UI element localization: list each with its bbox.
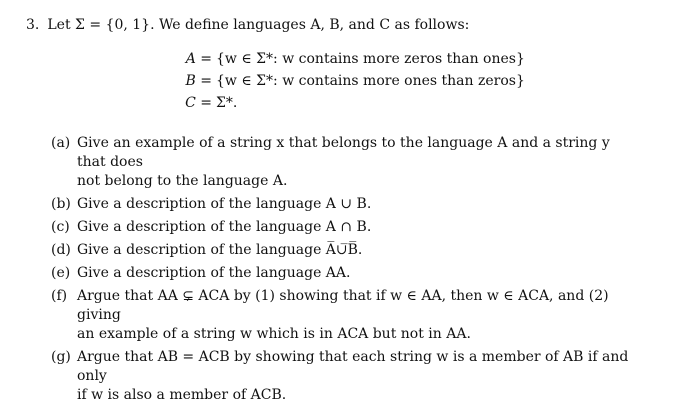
part-text: Give a description of the language AA. — [77, 264, 351, 281]
part-label: (b) — [51, 195, 71, 212]
definition-rhs: Σ*. — [216, 94, 238, 111]
definition-lhs: B = — [185, 72, 212, 89]
definition-rhs: {w ∈ Σ*: w contains more ones than zeros} — [216, 72, 525, 89]
problem-intro-text: Let Σ = {0, 1}. We define languages A, B, and C as follows: — [47, 17, 470, 33]
part-label: (f) — [51, 287, 68, 304]
definition-a — [182, 51, 666, 73]
definition-lhs: C = — [185, 94, 212, 111]
part-text: Give a description of the language A̅∪̅B̅. — [77, 241, 363, 258]
part-label: (e) — [51, 264, 71, 281]
definition-rhs: {w ∈ Σ*: w contains more zeros than ones} — [216, 50, 525, 67]
part-label: (c) — [51, 218, 70, 235]
part-text: Give an example of a string x that belongs to the language A and a string y that does not belong to the language A. — [77, 134, 610, 189]
part-label: (d) — [51, 241, 71, 258]
part-text: Argue that AA ⊊ ACA by (1) showing that if w ∈ AA, then w ∈ ACA, and (2) giving an example of a string w which is in ACA but not in AA. — [77, 287, 609, 342]
problem-3 — [26, 17, 666, 409]
definition-c — [182, 95, 666, 117]
definition-lhs: A = — [185, 50, 212, 67]
part-text: Give a description of the language A ∩ B. — [77, 218, 372, 235]
definition-b — [182, 73, 666, 95]
part-d — [51, 241, 666, 260]
part-f — [51, 287, 666, 344]
part-b — [51, 195, 666, 214]
part-text: Give a description of the language A ∪ B. — [77, 195, 372, 212]
problem-intro — [26, 17, 666, 35]
part-text: Argue that AB = ACB by showing that each string w is a member of AB if and only if w is also a member of ACB. — [77, 348, 629, 403]
part-g — [51, 348, 666, 405]
language-definitions — [182, 51, 666, 117]
part-a — [51, 134, 666, 191]
problem-parts — [51, 134, 666, 405]
problem-number: 3. — [26, 17, 40, 33]
part-e — [51, 264, 666, 283]
part-label: (a) — [51, 134, 71, 151]
part-label: (g) — [51, 348, 71, 365]
part-c — [51, 218, 666, 237]
